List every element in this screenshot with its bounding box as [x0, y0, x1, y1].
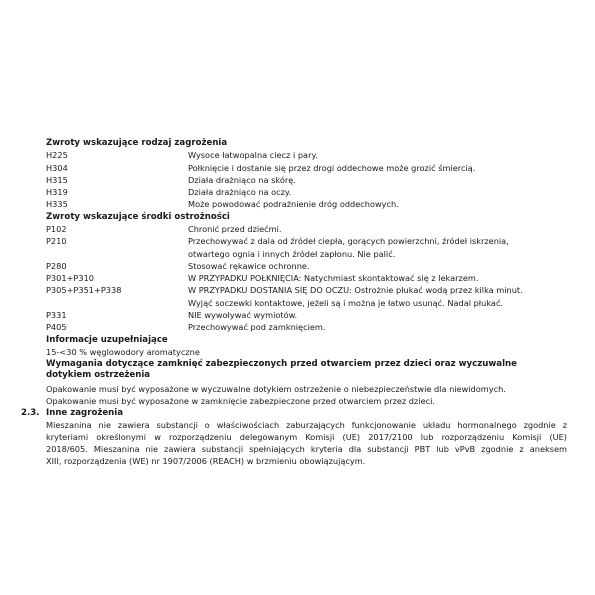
hazard-description: Wysoce łatwopalna ciecz i pary. [188, 150, 318, 160]
precaution-description: NIE wywoływać wymiotów. [188, 310, 298, 320]
hazard-statements-heading: Zwroty wskazujące rodzaj zagrożenia [46, 138, 228, 148]
precaution-code: P331 [46, 310, 67, 320]
precaution-description: Stosować rękawice ochronne. [188, 261, 310, 271]
precaution-description: Przechowywać pod zamknięciem. [188, 322, 326, 332]
hazard-description: Działa drażniąco na oczy. [188, 187, 292, 197]
precaution-code: P301+P310 [46, 273, 94, 283]
hazard-code: H304 [46, 163, 68, 173]
tactile-warning-text: Opakowanie musi być wyposażone w wyczuwalne dotykiem ostrzeżenie o niebezpieczeństwie dla niewidomych. [46, 384, 506, 394]
precaution-description: W PRZYPADKU POŁKNIĘCIA: Natychmiast skontaktować się z lekarzem. [188, 273, 479, 283]
precaution-code: P405 [46, 322, 67, 332]
hazard-description: Połknięcie i dostanie się przez drogi oddechowe może grozić śmiercią. [188, 163, 476, 173]
precaution-code: P280 [46, 261, 67, 271]
precaution-description: W PRZYPADKU DOSTANIA SIĘ DO OCZU: Ostrożnie płukać wodą przez kilka minut. Wyjąć soczewki kontaktowe, jeżeli są i można je łatwo usunąć. Nadal płukać. [188, 285, 523, 308]
hazard-description: Działa drażniąco na skórę. [188, 175, 296, 185]
precaution-statements-heading: Zwroty wskazujące środki ostrożności [46, 212, 230, 222]
hazard-code: H319 [46, 187, 68, 197]
precaution-description: Przechowywać z dala od źródeł ciepła, gorących powierzchni, źródeł iskrzenia, otwartego ognia i innych źródeł zapłonu. Nie palić. [188, 236, 509, 259]
hazard-code: H225 [46, 150, 68, 160]
precaution-code: P210 [46, 236, 67, 246]
other-hazards-heading: Inne zagrożenia [46, 408, 124, 418]
precaution-code: P305+P351+P338 [46, 285, 122, 295]
supplementary-info-text: 15-<30 % węglowodory aromatyczne [46, 347, 200, 357]
supplementary-info-heading: Informacje uzupełniające [46, 335, 168, 345]
other-hazards-paragraph: Mieszanina nie zawiera substancji o właściwościach zaburzających funkcjonowanie układu hormonalnego zgodnie z kryteriami określonymi w rozporządzeniu delegowanym Komisji (UE) 2017/2100 lub rozporządzeniu Komisji (UE) 2018/605. Mieszanina nie zawiera substancji spełniających kryteria dla substancji PBT lub vPvB zgodnie z aneksem XIII, rozporządzenia (WE) nr 1907/2006 (REACH) w brzmieniu obowiązującym. [46, 420, 567, 466]
hazard-description: Może powodować podrażnienie dróg oddechowych. [188, 199, 399, 209]
hazard-code: H315 [46, 175, 68, 185]
child-resistant-closure-text: Opakowanie musi być wyposażone w zamknięcie zabezpieczone przed otwarciem przez dzieci. [46, 396, 435, 406]
precaution-description: Chronić przed dziećmi. [188, 224, 282, 234]
precaution-code: P102 [46, 224, 67, 234]
section-number: 2.3. [21, 408, 40, 418]
hazard-code: H335 [46, 199, 68, 209]
closures-requirements-heading: Wymagania dotyczące zamknięć zabezpieczonych przed otwarciem przez dzieci oraz wyczuwalne dotykiem ostrzeżenia [46, 359, 517, 380]
